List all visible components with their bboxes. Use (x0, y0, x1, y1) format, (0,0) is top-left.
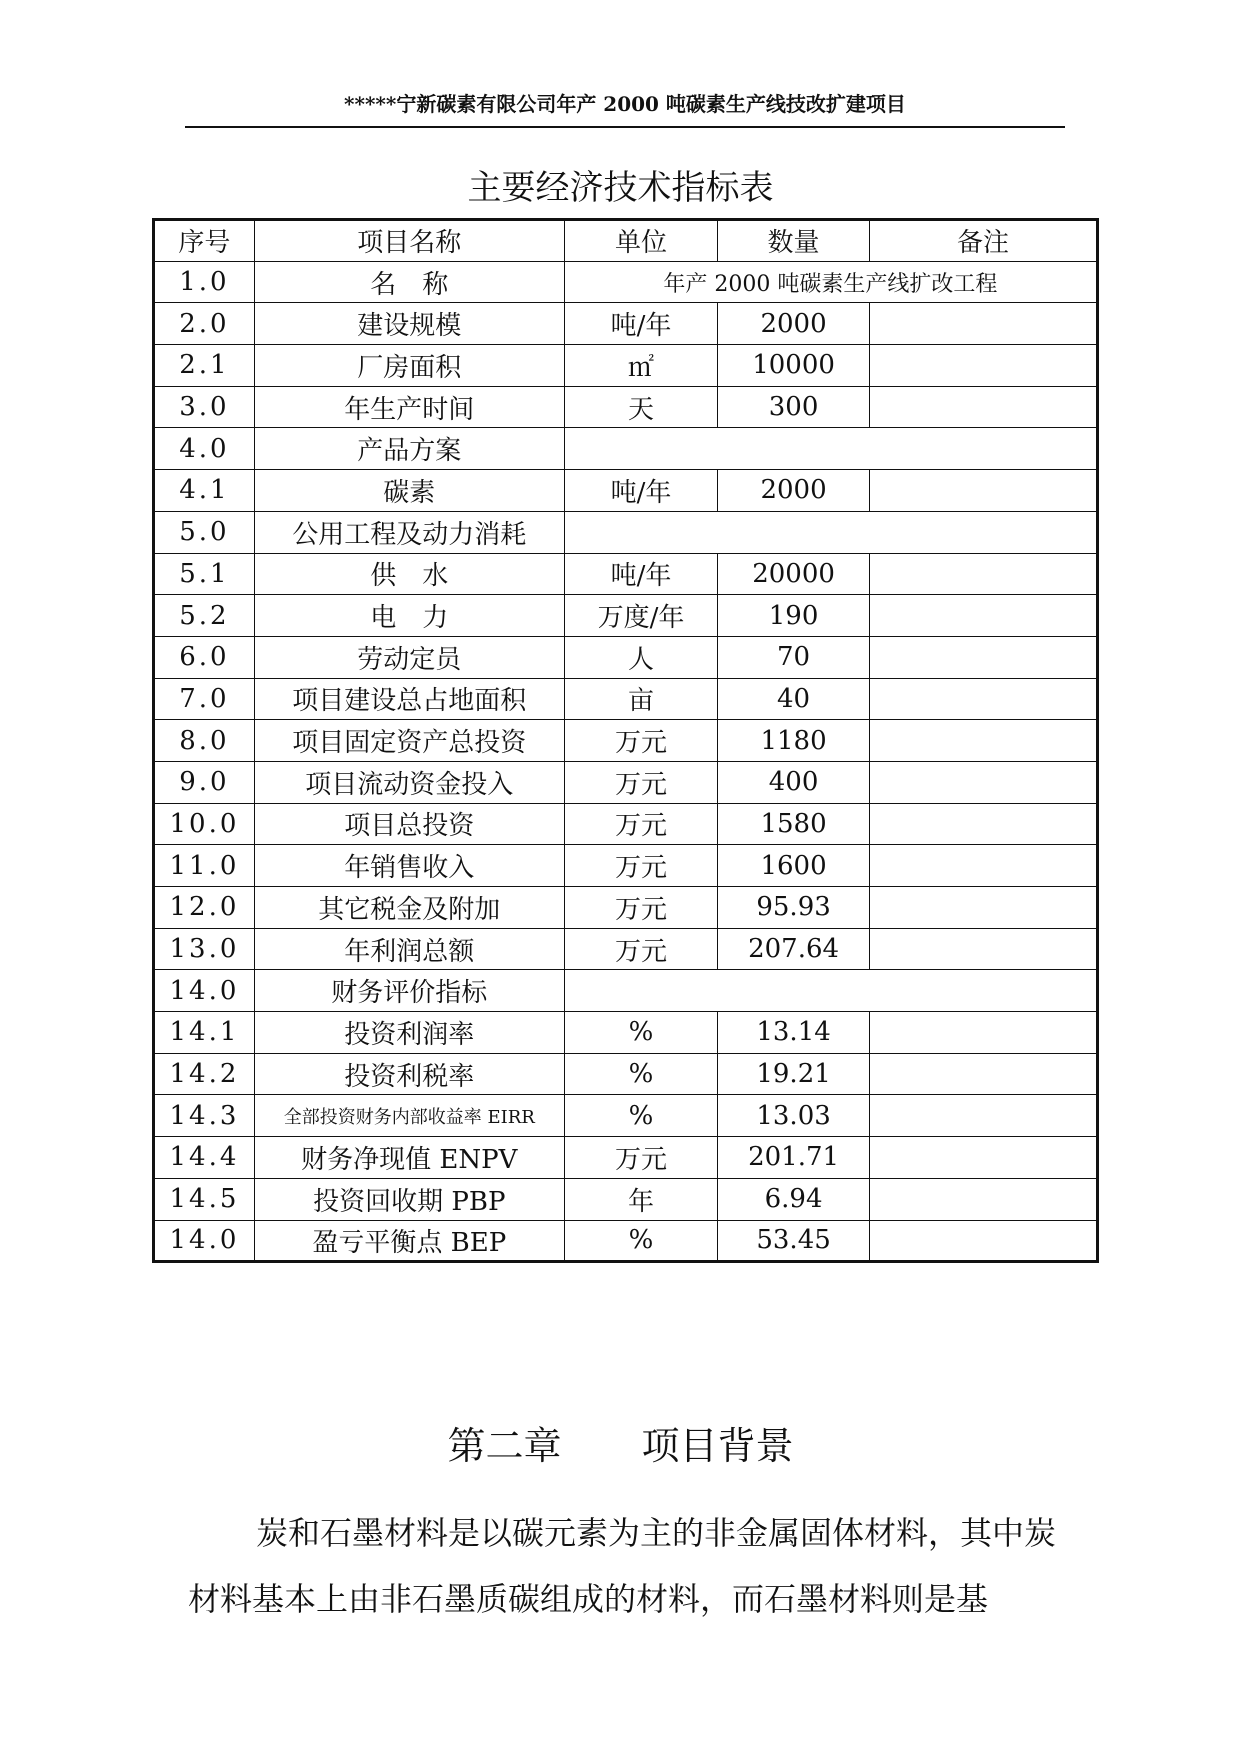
row-note (869, 803, 1097, 845)
row-name: 盈亏平衡点 BEP (254, 1220, 564, 1262)
row-note (869, 887, 1097, 929)
row-note (869, 1220, 1097, 1262)
row-unit: 天 (564, 386, 717, 428)
row-name: 投资利润率 (254, 1012, 564, 1054)
row-name: 年生产时间 (254, 386, 564, 428)
row-name: 项目流动资金投入 (254, 761, 564, 803)
row-index: 10.0 (154, 803, 255, 845)
row-index: 8.0 (154, 720, 255, 762)
row-name: 财务评价指标 (254, 970, 564, 1012)
row-quantity: 190 (718, 595, 870, 637)
row-quantity: 53.45 (718, 1220, 870, 1262)
row-index: 14.4 (154, 1137, 255, 1179)
row-note (869, 678, 1097, 720)
column-header-note: 备注 (869, 220, 1097, 262)
row-unit: 万元 (564, 1137, 717, 1179)
table-row (154, 678, 1098, 720)
row-name: 投资利税率 (254, 1053, 564, 1095)
row-unit: 万元 (564, 803, 717, 845)
row-name: 项目建设总占地面积 (254, 678, 564, 720)
row-index: 14.0 (154, 970, 255, 1012)
table-row (154, 761, 1098, 803)
row-quantity: 19.21 (718, 1053, 870, 1095)
row-note (869, 845, 1097, 887)
row-index: 2.1 (154, 345, 255, 387)
table-row (154, 553, 1098, 595)
table-row (154, 636, 1098, 678)
table-row (154, 595, 1098, 637)
row-quantity: 20000 (718, 553, 870, 595)
row-note (869, 386, 1097, 428)
row-name: 其它税金及附加 (254, 887, 564, 929)
table-row (154, 887, 1098, 929)
row-unit: 万度/年 (564, 595, 717, 637)
table-row (154, 470, 1098, 512)
table-row (154, 386, 1098, 428)
row-name: 厂房面积 (254, 345, 564, 387)
row-index: 14.2 (154, 1053, 255, 1095)
row-unit: % (564, 1012, 717, 1054)
row-index: 6.0 (154, 636, 255, 678)
row-note (869, 1095, 1097, 1137)
column-header-unit: 单位 (564, 220, 717, 262)
row-quantity: 300 (718, 386, 870, 428)
row-quantity: 10000 (718, 345, 870, 387)
row-index: 1.0 (154, 261, 255, 303)
row-unit: 万元 (564, 887, 717, 929)
row-note (869, 345, 1097, 387)
row-note (869, 928, 1097, 970)
row-note (869, 553, 1097, 595)
row-index: 2.0 (154, 303, 255, 345)
row-name: 项目总投资 (254, 803, 564, 845)
row-name: 项目固定资产总投资 (254, 720, 564, 762)
row-name: 年销售收入 (254, 845, 564, 887)
row-note (869, 636, 1097, 678)
row-quantity: 1580 (718, 803, 870, 845)
row-index: 14.5 (154, 1178, 255, 1220)
row-quantity: 2000 (718, 303, 870, 345)
table-header-row (154, 220, 1098, 262)
row-unit: 亩 (564, 678, 717, 720)
column-header-index: 序号 (154, 220, 255, 262)
row-name: 建设规模 (254, 303, 564, 345)
row-unit: 吨/年 (564, 470, 717, 512)
row-unit: 吨/年 (564, 553, 717, 595)
row-note (869, 1053, 1097, 1095)
table-row (154, 720, 1098, 762)
row-index: 11.0 (154, 845, 255, 887)
row-name: 名 称 (254, 261, 564, 303)
row-name: 年利润总额 (254, 928, 564, 970)
chapter-title: 第二章 项目背景 (447, 1424, 794, 1468)
row-index: 5.0 (154, 511, 255, 553)
table-row (154, 511, 1098, 553)
table-row (154, 845, 1098, 887)
row-index: 14.1 (154, 1012, 255, 1054)
row-quantity: 13.14 (718, 1012, 870, 1054)
table-row (154, 345, 1098, 387)
row-quantity: 13.03 (718, 1095, 870, 1137)
column-header-name: 项目名称 (254, 220, 564, 262)
table-row (154, 1095, 1098, 1137)
row-blank (564, 428, 1097, 470)
row-quantity: 40 (718, 678, 870, 720)
row-note (869, 1012, 1097, 1054)
row-index: 14.0 (154, 1220, 255, 1262)
row-note (869, 303, 1097, 345)
row-quantity: 201.71 (718, 1137, 870, 1179)
row-index: 5.1 (154, 553, 255, 595)
row-unit: 万元 (564, 720, 717, 762)
column-header-quantity: 数量 (718, 220, 870, 262)
table-row (154, 261, 1098, 303)
table-row (154, 303, 1098, 345)
row-note (869, 1178, 1097, 1220)
row-unit: 吨/年 (564, 303, 717, 345)
row-unit: 万元 (564, 845, 717, 887)
table-row (154, 803, 1098, 845)
header-divider (185, 126, 1065, 128)
row-note (869, 761, 1097, 803)
table-row (154, 1012, 1098, 1054)
row-name: 劳动定员 (254, 636, 564, 678)
row-name: 全部投资财务内部收益率 EIRR (254, 1095, 564, 1137)
row-quantity: 70 (718, 636, 870, 678)
row-unit: % (564, 1095, 717, 1137)
row-name: 供 水 (254, 553, 564, 595)
row-note (869, 595, 1097, 637)
row-blank (564, 970, 1097, 1012)
row-note (869, 720, 1097, 762)
row-index: 13.0 (154, 928, 255, 970)
row-index: 14.3 (154, 1095, 255, 1137)
row-quantity: 95.93 (718, 887, 870, 929)
project-name-value: 年产 2000 吨碳素生产线扩改工程 (564, 261, 1097, 303)
row-blank (564, 511, 1097, 553)
row-unit: % (564, 1220, 717, 1262)
row-index: 9.0 (154, 761, 255, 803)
table-row (154, 1178, 1098, 1220)
row-quantity: 1600 (718, 845, 870, 887)
row-index: 7.0 (154, 678, 255, 720)
row-name: 碳素 (254, 470, 564, 512)
table-row (154, 970, 1098, 1012)
table-row (154, 928, 1098, 970)
row-unit: 人 (564, 636, 717, 678)
row-unit: 年 (564, 1178, 717, 1220)
row-index: 4.0 (154, 428, 255, 470)
row-quantity: 207.64 (718, 928, 870, 970)
body-paragraph: 炭和石墨材料是以碳元素为主的非金属固体材料，其中炭材料基本上由非石墨质碳组成的材料，而石墨材料则是基 (188, 1514, 1057, 1618)
row-index: 12.0 (154, 887, 255, 929)
row-name: 产品方案 (254, 428, 564, 470)
row-unit: 万元 (564, 928, 717, 970)
indicators-table (152, 218, 1099, 1263)
row-quantity: 1180 (718, 720, 870, 762)
row-name: 公用工程及动力消耗 (254, 511, 564, 553)
row-quantity: 400 (718, 761, 870, 803)
row-name: 电 力 (254, 595, 564, 637)
table-row (154, 1137, 1098, 1179)
row-index: 5.2 (154, 595, 255, 637)
table-row (154, 1220, 1098, 1262)
row-note (869, 1137, 1097, 1179)
row-unit: ㎡ (564, 345, 717, 387)
row-index: 3.0 (154, 386, 255, 428)
row-quantity: 6.94 (718, 1178, 870, 1220)
row-name: 投资回收期 PBP (254, 1178, 564, 1220)
document-header: *****宁新碳素有限公司年产 2000 吨碳素生产线技改扩建项目 (344, 92, 906, 116)
row-unit: 万元 (564, 761, 717, 803)
table-title: 主要经济技术指标表 (467, 168, 774, 208)
row-note (869, 470, 1097, 512)
row-unit: % (564, 1053, 717, 1095)
table-row (154, 1053, 1098, 1095)
row-name: 财务净现值 ENPV (254, 1137, 564, 1179)
row-quantity: 2000 (718, 470, 870, 512)
row-index: 4.1 (154, 470, 255, 512)
table-row (154, 428, 1098, 470)
